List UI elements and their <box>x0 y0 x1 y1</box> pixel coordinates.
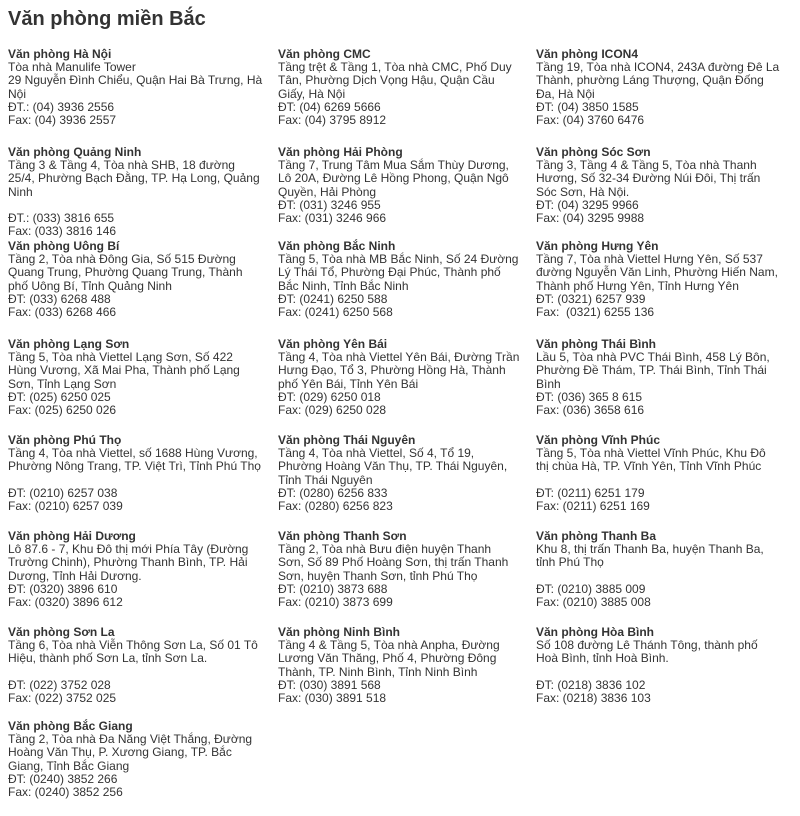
office-fax: Fax: (0241) 6250 568 <box>278 305 393 320</box>
office-block <box>278 626 520 705</box>
office-spacer <box>8 474 263 487</box>
office-address: Tầng 4, Tòa nhà Viettel, số 1688 Hùng Vương, Phường Nông Trang, TP. Việt Trì, Tỉnh Phú Thọ <box>8 446 261 474</box>
office-phone: ĐT: (0218) 3836 102 <box>536 677 646 692</box>
office-name: Văn phòng Thanh Sơn <box>278 529 407 543</box>
office-name: Văn phòng Hải Dương <box>8 529 136 543</box>
office-fax: Fax: (04) 3760 6476 <box>536 113 645 128</box>
office-fax: Fax: (033) 6268 466 <box>8 305 117 320</box>
office-name: Văn phòng Sơn La <box>8 625 115 639</box>
office-address: Tầng 3 & Tầng 4, Tòa nhà SHB, 18 đường 25/4, Phường Bạch Đằng, TP. Hạ Long, Quảng Ninh <box>8 158 263 199</box>
office-block <box>8 626 263 705</box>
office-phone: ĐT: (0211) 6251 179 <box>536 485 645 500</box>
office-name: Văn phòng Vĩnh Phúc <box>536 433 660 447</box>
office-fax: Fax: (025) 6250 026 <box>8 403 117 418</box>
office-phone: ĐT: (031) 3246 955 <box>278 197 381 212</box>
office-spacer <box>8 666 263 679</box>
office-name: Văn phòng Hải Phòng <box>278 145 403 159</box>
office-phone: ĐT: (025) 6250 025 <box>8 389 111 404</box>
office-phone: ĐT.: (04) 3936 2556 <box>8 99 115 114</box>
office-phone: ĐT: (022) 3752 028 <box>8 677 111 692</box>
office-block <box>278 337 523 418</box>
office-fax: Fax: (0218) 3836 103 <box>536 691 651 706</box>
office-block <box>278 434 520 513</box>
office-phone: ĐT: (0240) 3852 266 <box>8 771 118 786</box>
office-address: Tầng 5, Tòa nhà Viettel Vĩnh Phúc, Khu Đô thị chùa Hà, TP. Vĩnh Yên, Tỉnh Vĩnh Phúc <box>536 446 770 474</box>
office-fax: Fax: (0210) 3873 699 <box>278 595 393 610</box>
office-name: Văn phòng Bắc Ninh <box>278 239 396 253</box>
office-address: Tầng 4, Tòa nhà Viettel Yên Bái, Đường Trần Hưng Đạo, Tổ 3, Phường Hồng Hà, Thành phố Yên Bái, Tỉnh Yên Bái <box>278 350 523 391</box>
office-block <box>278 48 520 127</box>
office-address: Khu 8, thị trấn Thanh Ba, huyện Thanh Ba, tỉnh Phú Thọ <box>536 542 768 570</box>
office-phone: ĐT: (0321) 6257 939 <box>536 291 646 306</box>
office-fax: Fax: (036) 3658 616 <box>536 403 645 418</box>
office-spacer <box>536 570 780 583</box>
office-address: Tầng 7, Trung Tâm Mua Sắm Thùy Dương, Lô 20A, Đường Lê Hồng Phong, Quận Ngô Quyền, Hải Phòng <box>278 158 513 199</box>
office-address: Tầng 6, Tòa nhà Viễn Thông Sơn La, Số 01 Tô Hiệu, thành phố Sơn La, tỉnh Sơn La. <box>8 638 262 666</box>
office-block <box>8 47 266 128</box>
office-name: Văn phòng Thái Bình <box>536 337 656 351</box>
office-block <box>536 434 780 513</box>
office-block <box>536 240 780 319</box>
office-name: Văn phòng Hưng Yên <box>536 239 659 253</box>
office-name: Văn phòng Uông Bí <box>8 239 120 253</box>
office-phone: ĐT: (0320) 3896 610 <box>8 581 118 596</box>
office-name: Văn phòng Hà Nội <box>8 47 112 61</box>
office-spacer <box>536 666 780 679</box>
office-block <box>8 338 263 417</box>
office-address: Tầng trệt & Tầng 1, Tòa nhà CMC, Phố Duy Tân, Phường Dịch Vọng Hậu, Quận Cầu Giấy, Hà Nội <box>278 60 515 101</box>
office-phone: ĐT: (036) 365 8 615 <box>536 389 643 404</box>
office-address: Tòa nhà Manulife Tower <box>8 60 136 75</box>
office-fax: Fax: (0240) 3852 256 <box>8 785 123 800</box>
page-title: Văn phòng miền Bắc <box>8 8 206 30</box>
office-phone: ĐT: (029) 6250 018 <box>278 389 381 404</box>
office-phone: ĐT: (04) 3850 1585 <box>536 99 639 114</box>
office-fax: Fax: (033) 3816 146 <box>8 224 117 239</box>
office-block <box>536 338 780 417</box>
office-fax: Fax: (0321) 6255 136 <box>536 305 655 320</box>
office-fax: Fax: (04) 3795 8912 <box>278 113 387 128</box>
office-address: Tầng 2, Tòa nhà Đông Gia, Số 515 Đường Quang Trung, Phường Quang Trung, Thành phố Uông Bí, Tỉnh Quảng Ninh <box>8 252 246 293</box>
office-phone: ĐT: (030) 3891 568 <box>278 677 381 692</box>
office-fax: Fax: (031) 3246 966 <box>278 211 387 226</box>
office-block <box>536 47 783 128</box>
office-name: Văn phòng Ninh Bình <box>278 625 400 639</box>
office-address: Tầng 19, Tòa nhà ICON4, 243A đường Đê La Thành, phường Láng Thượng, Quận Đống Đa, Hà Nội <box>536 60 783 101</box>
office-block <box>8 240 263 319</box>
office-fax: Fax: (0320) 3896 612 <box>8 595 123 610</box>
office-block <box>8 146 263 238</box>
office-phone: ĐT: (0210) 6257 038 <box>8 485 118 500</box>
office-fax: Fax: (0211) 6251 169 <box>536 499 650 514</box>
office-fax: Fax: (0210) 3885 008 <box>536 595 651 610</box>
office-name: Văn phòng Hòa Bình <box>536 625 654 639</box>
office-address: Tầng 4 & Tầng 5, Tòa nhà Anpha, Đường Lương Văn Thăng, Phố 4, Phường Đông Thành, TP. Ninh Bình, Tỉnh Ninh Bình <box>278 638 503 679</box>
office-phone: ĐT: (033) 6268 488 <box>8 291 111 306</box>
office-block <box>278 240 520 319</box>
office-block <box>278 146 520 225</box>
office-address: Tầng 4, Tòa nhà Viettel, Số 4, Tổ 19, Phường Hoàng Văn Thụ, TP. Thái Nguyên, Tỉnh Thái Nguyên <box>278 446 511 487</box>
office-address: Tầng 2, Tòa nhà Bưu điện huyện Thanh Sơn, Số 89 Phố Hoàng Sơn, thị trấn Thanh Sơn, huyện Thanh Sơn, tỉnh Phú Thọ <box>278 542 512 583</box>
office-address: Lầu 5, Tòa nhà PVC Thái Bình, 458 Lý Bôn, Phường Đề Thám, TP. Thái Bình, Tỉnh Thái Bình <box>536 350 774 391</box>
office-fax: Fax: (04) 3295 9988 <box>536 211 645 226</box>
office-fax: Fax: (0210) 6257 039 <box>8 499 123 514</box>
office-block <box>536 146 780 225</box>
office-phone: ĐT.: (033) 3816 655 <box>8 211 115 226</box>
office-name: Văn phòng CMC <box>278 47 371 61</box>
office-block <box>8 530 263 609</box>
office-address: Tầng 3, Tầng 4 & Tầng 5, Tòa nhà Thanh Hương, Số 32-34 Đường Núi Đôi, Thị trấn Sóc Sơn, Hà Nội. <box>536 158 764 199</box>
office-phone: ĐT: (0241) 6250 588 <box>278 291 388 306</box>
office-phone: ĐT: (0210) 3873 688 <box>278 581 388 596</box>
office-address: 29 Nguyễn Đình Chiểu, Quận Hai Bà Trưng, Hà Nội <box>8 73 266 101</box>
office-name: Văn phòng Thái Nguyên <box>278 433 416 447</box>
office-fax: Fax: (022) 3752 025 <box>8 691 117 706</box>
office-address: Lô 87.6 - 7, Khu Đô thị mới Phía Tây (Đường Trường Chinh), Phường Thanh Bình, TP. Hải Dương, Tỉnh Hải Dương. <box>8 542 252 583</box>
office-fax: Fax: (0280) 6256 823 <box>278 499 393 514</box>
office-name: Văn phòng Yên Bái <box>278 337 388 351</box>
office-phone: ĐT: (0280) 6256 833 <box>278 485 388 500</box>
office-address: Tầng 7, Tòa nhà Viettel Hưng Yên, Số 537 đường Nguyễn Văn Linh, Phường Hiến Nam, Thành phố Hưng Yên, Tỉnh Hưng Yên <box>536 252 782 293</box>
office-name: Văn phòng Thanh Ba <box>536 529 656 543</box>
office-address: Tầng 5, Tòa nhà MB Bắc Ninh, Số 24 Đường Lý Thái Tổ, Phường Đại Phúc, Thành phố Bắc Ninh, Tỉnh Bắc Ninh <box>278 252 522 293</box>
office-block <box>536 626 780 705</box>
office-phone: ĐT: (0210) 3885 009 <box>536 581 646 596</box>
office-block <box>536 530 780 609</box>
office-name: Văn phòng Sóc Sơn <box>536 145 651 159</box>
office-phone: ĐT: (04) 6269 5666 <box>278 99 381 114</box>
office-phone: ĐT: (04) 3295 9966 <box>536 197 639 212</box>
office-fax: Fax: (029) 6250 028 <box>278 403 387 418</box>
office-block <box>8 434 263 513</box>
office-name: Văn phòng Phú Thọ <box>8 433 122 447</box>
office-address: Tầng 2, Tòa nhà Đa Năng Việt Thắng, Đường Hoàng Văn Thụ, P. Xương Giang, TP. Bắc Giang, Tỉnh Bắc Giang <box>8 732 256 773</box>
office-fax: Fax: (030) 3891 518 <box>278 691 387 706</box>
office-name: Văn phòng Bắc Giang <box>8 719 133 733</box>
office-address: Số 108 đường Lê Thánh Tông, thành phố Hoà Bình, tỉnh Hoà Bình. <box>536 638 761 666</box>
office-name: Văn phòng ICON4 <box>536 47 638 61</box>
office-block <box>278 530 520 609</box>
office-address: Tầng 5, Tòa nhà Viettel Lạng Sơn, Số 422 Hùng Vương, Xã Mai Pha, Thành phố Lạng Sơn, Tỉnh Lạng Sơn <box>8 350 244 391</box>
office-spacer <box>536 474 780 487</box>
office-name: Văn phòng Lạng Sơn <box>8 337 130 351</box>
office-block <box>8 720 263 799</box>
office-name: Văn phòng Quảng Ninh <box>8 145 142 159</box>
office-fax: Fax: (04) 3936 2557 <box>8 113 117 128</box>
